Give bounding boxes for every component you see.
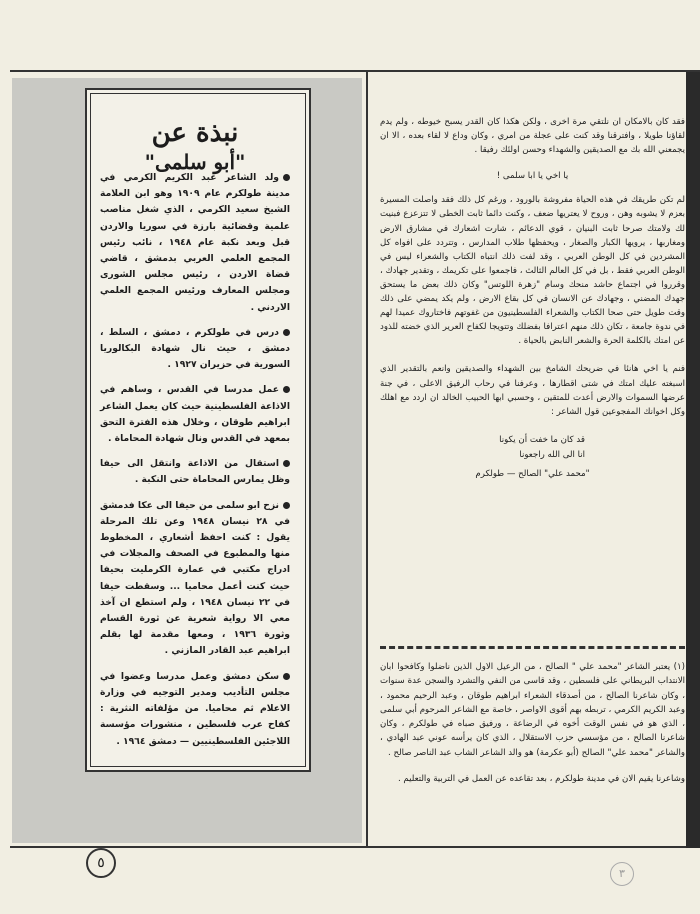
bullet-icon [283,502,290,509]
verse-line-1: قد كان ما خفت أن يكونا [499,434,585,445]
article-opening: فقد كان بالامكان ان نلتقي مرة اخرى ، ولكن هكذا كان القدر يسبح خيوطه ، ولم يدم لقاؤنا طويلا ، وافترقنا وقد كنت على عجلة من امري ، وكان وداع لا لقاء بعده ، الا ان يجمعني الله بك مع الصديقين والشهداء وحسن اولئك رفيقا . [380,117,685,156]
bio-item: نزح ابو سلمى من حيفا الى عكا فدمشق في ٢٨ نيسان ١٩٤٨ وعن تلك المرحلة يقول : كنت احفظ أشعاري ، المخطوط منها والمطبوع في الصحف والمجلات في ادراج مكتبي في عمارة الكرمليت بحيفا حيث كنت أعمل محاميا ... وسقطت حيفا في ٢٢ نيسان ١٩٤٨ ، ولم استطع ان آخذ معي الا رواية شعرية عن ثورة القسام وثورة ١٩٣٦ ، ومعها مقدمة لها بقلم ابراهيم عبد القادر المازني . [100,499,290,657]
footnote-paragraph-2: وشاعرنا يقيم الان في مدينة طولكرم ، بعد تقاعده عن العمل في التربية والتعليم . [397,774,685,785]
footnote-paragraph-1: (١) يعتبر الشاعر "محمد علي " الصالح ، من الرعيل الاول الذين ناضلوا وكافحوا ابان الانتداب البريطاني على فلسطين ، وقد قاسى من النفي والتشرد والسجن عدة سنوات ، وكان شاعرنا الصالح ، من أصدقاء الشعراء ابراهيم طوقان ، وعبد الرحيم محمود ، وعبد الكريم الكرمي ، تربطه بهم أقوى الاواصر ، خاصة مع الشاعر المرحوم أبي سلمى ، الذي هو في نفس الوقت أخوه في الرضاعة ، ورفيق صباه في طولكرم ، وكان شاعرنا الصالح ، من مؤسسي حزب الاستقلال ، الذي كان يرأسه عوني عبد الهادي ، والشاعر "محمد علي" الصالح (أبو عكرمة) هو والد الشاعر الشاب عبد الناصر صالح . [380,662,685,758]
article-signature: "محمد علي" الصالح — طولكرم [475,468,590,479]
binding-edge [686,72,700,848]
column-divider [366,70,368,848]
box-title: نبذة عن [151,118,239,148]
page-number-right: ٣ [610,862,634,886]
poem-verse [380,433,685,463]
bullet-icon [283,174,290,181]
bio-item: درس في طولكرم ، دمشق ، السلط ، دمشق ، حيث نال شهادة البكالوريا السورية في حزيران ١٩٢٧ . [100,326,290,371]
article-paragraph-2: فنم يا اخي هانئا في ضريحك الشامخ بين الشهداء والصديقين وانعم بالتقدير الذي اسبغته عليك امتك في شتى اقطارها ، وعرفنا في رحاب الرفيق الاعلى ، في جنة عرضها السموات والارض أعدت للمتقين ، وحسبي ابها الحبيب الخالد ان اردد مع اهلك وكل اخوانك المفجوعين قول الشاعر : [380,364,685,417]
bullet-icon [283,673,290,680]
biography-text [100,170,290,759]
article-paragraph-1: لم تكن طريقك في هذه الحياة مفروشة بالورود ، ورغم كل ذلك فقد واصلت المسيرة بعزم لا يشوبه وهن ، وروح لا يعتريها ضعف ، وكنت دائما ثابت الخطى لا تتزعزع فبنيت لك ولامتك صرحا ثابت البنيان ، قوي الدعائم ، شارت اشعارك في مشارق الارض ومغاربها ، يرويها الكبار والصغار ، ويحفظها طلاب المدارس ، وتتردد على افواه كل المشردين في كل الوطن العربي ، وقد لفت ذلك انتباه الكتاب والشعراء ليس في الوطن العربي فقط ، بل في كل العالم الثالث ، فاجمعوا على تكريمك ، وتقدير جهادك ، وقرروا في اجتماع حاشد منحك وسام "زهرة اللوتس" وكان ذلك بعض ما يستحق جهدك المضني ، وجهادك عن الانسان في كل بقاع الارض ، ولم يكد يمضي على ذلك وقت طويل حتى صحا الكتاب والشعراء الفلسطينيون من غفوتهم فاختاروك عميدا لهم في ندوة جامعة ، تكان ذلك منهم اعترافا بفضلك وتتويجا لكفاح العرير الذي خضته للذود عن امتك بالكلمة الحرة والشعر النابض بالحياة . [380,195,685,347]
bio-item: ولد الشاعر عبد الكريم الكرمي في مدينة طولكرم عام ١٩٠٩ وهو ابن العلامة الشيخ سعيد الكرمي ، الذي شغل مناصب علمية وقضائية بارزة في سوريا والاردن قبل وبعد نكبة عام ١٩٤٨ ، نائب رئيس المجمع العلمي العربي بدمشق ، قاضي قضاة الاردن ، رئيس مجلس الشورى ومجلس المعارف ورئيس المجمع العلمي الاردني . [100,172,290,313]
top-rule [10,70,700,72]
bio-item: عمل مدرسا في القدس ، وساهم في الاذاعة الفلسطينية حيث كان يعمل الشاعر ابراهيم طوقان ، وخلال هذه الفترة التحق بمعهد في القدس ونال شهادة المحاماة . [100,384,290,445]
page-number-left: ٥ [86,848,116,878]
verse-line-2: انا الى الله راجعونا [519,449,585,460]
bio-item: استقال من الاذاعة وانتقل الى حيفا وظل يمارس المحاماة حتى النكبة . [100,458,290,486]
bottom-rule [10,846,700,848]
box-subtitle: "أبو سلمى" [144,150,246,174]
article-salutation: يا اخي يا ابا سلمى ! [496,171,569,182]
bio-item: سكن دمشق وعمل مدرسا وعضوا في مجلس التأديب ومدير التوجيه في وزارة الاعلام ثم محاميا. من مؤلفاته النثرية : كفاح عرب فلسطين ، منشورات مؤسسة اللاجئين الفلسطينيين — دمشق ١٩٦٤ . [100,670,290,747]
bullet-icon [283,329,290,336]
eulogy-article [380,115,685,481]
bullet-icon [283,386,290,393]
footnote [380,660,685,798]
bullet-icon [283,460,290,467]
footnote-divider [380,646,685,649]
